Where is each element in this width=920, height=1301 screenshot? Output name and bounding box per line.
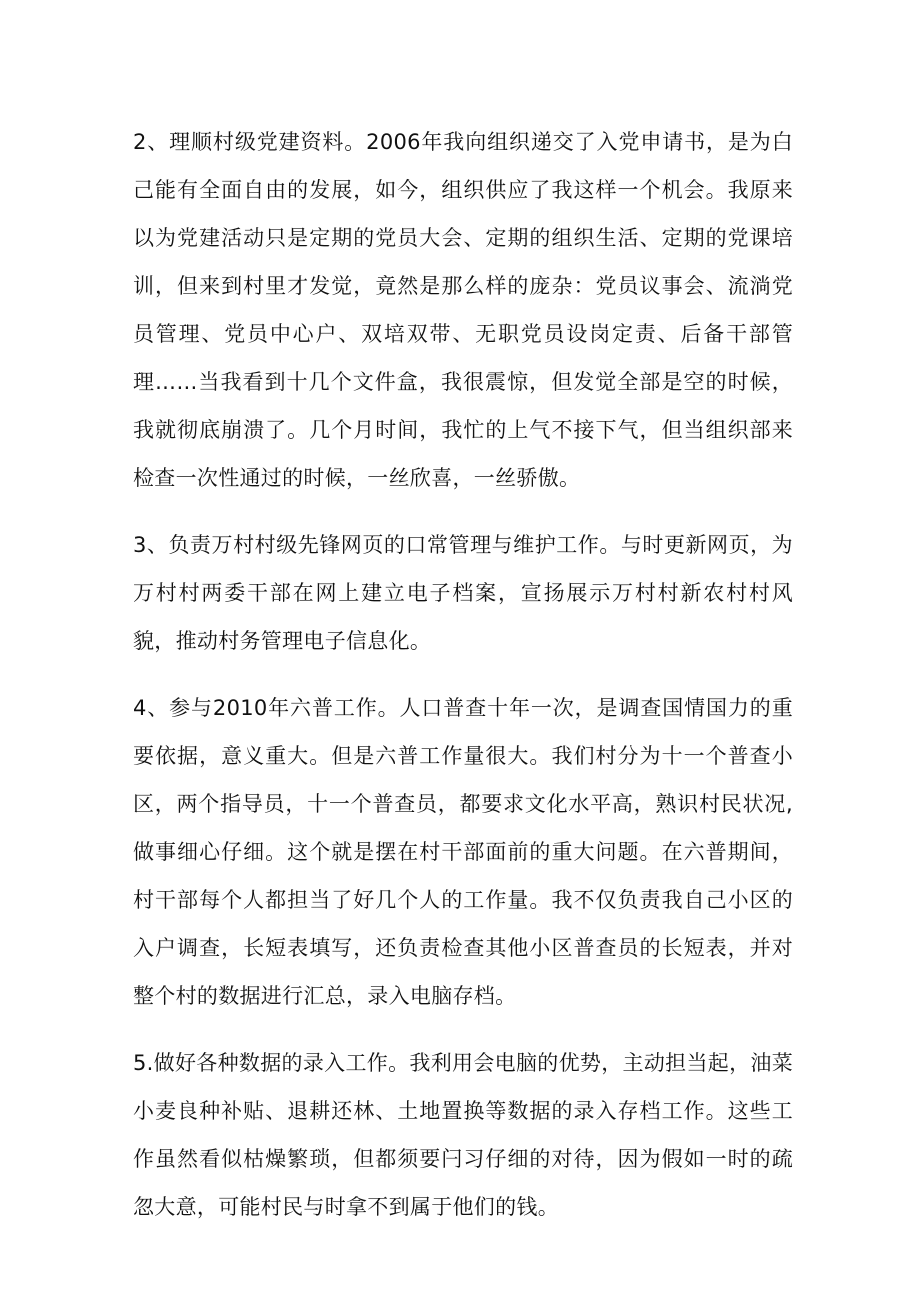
- paragraph-data-entry: 5.做好各种数据的录入工作。我利用会电脑的优势，主动担当起，油菜小麦良种补贴、退耕还林、土地置换等数据的录入存档工作。这些工作虽然看似枯燥繁琐，但都须要闩习仔细的对待，因为假如一时的疏忽大意，可能村民与时拿不到属于他们的钱。: [133, 1051, 793, 1219]
- paragraph-party-building-records: 2、理顺村级党建资料。2006年我向组织递交了入党申请书，是为白己能有全面自由的发展，如今，组织供应了我这样一个机会。我原来以为党建活动只是定期的党员大会、定期的组织生活、定期的党课培训，但来到村里才发觉，竟然是那么样的庞杂：党员议事会、流淌党员管理、党员中心户、双培双带、无职党员设岗定责、后备干部管理……当我看到十几个文件盒，我很震惊，但发觉全部是空的时候，我就彻底崩溃了。几个月时间，我忙的上气不接下气，但当组织部来检查一次性通过的时候，一丝欣喜，一丝骄傲。: [133, 130, 793, 490]
- document-body: [133, 118, 793, 1250]
- paragraph-village-webpage: 3、负责万村村级先锋网页的口常管理与维护工作。与时更新网页，为万村村两委干部在网上建立电子档案，宣扬展示万村村新农村村风貌，推动村务管理电子信息化。: [133, 533, 793, 653]
- paragraph-sixth-census: 4、参与2010年六普工作。人口普查十年一次，是调查国情国力的重要依据，意义重大。但是六普工作量很大。我们村分为十一个普查小区，两个指导员，十一个普查员，都要求文化水平高，熟识村民状况,做事细心仔细。这个就是摆在村干部面前的重大问题。在六普期间，村干部每个人都担当了好几个人的工作量。我不仅负责我自己小区的入户调查，长短表填写，还负责检查其他小区普查员的长短表，并对整个村的数据进行汇总，录入电脑存档。: [133, 696, 793, 1008]
